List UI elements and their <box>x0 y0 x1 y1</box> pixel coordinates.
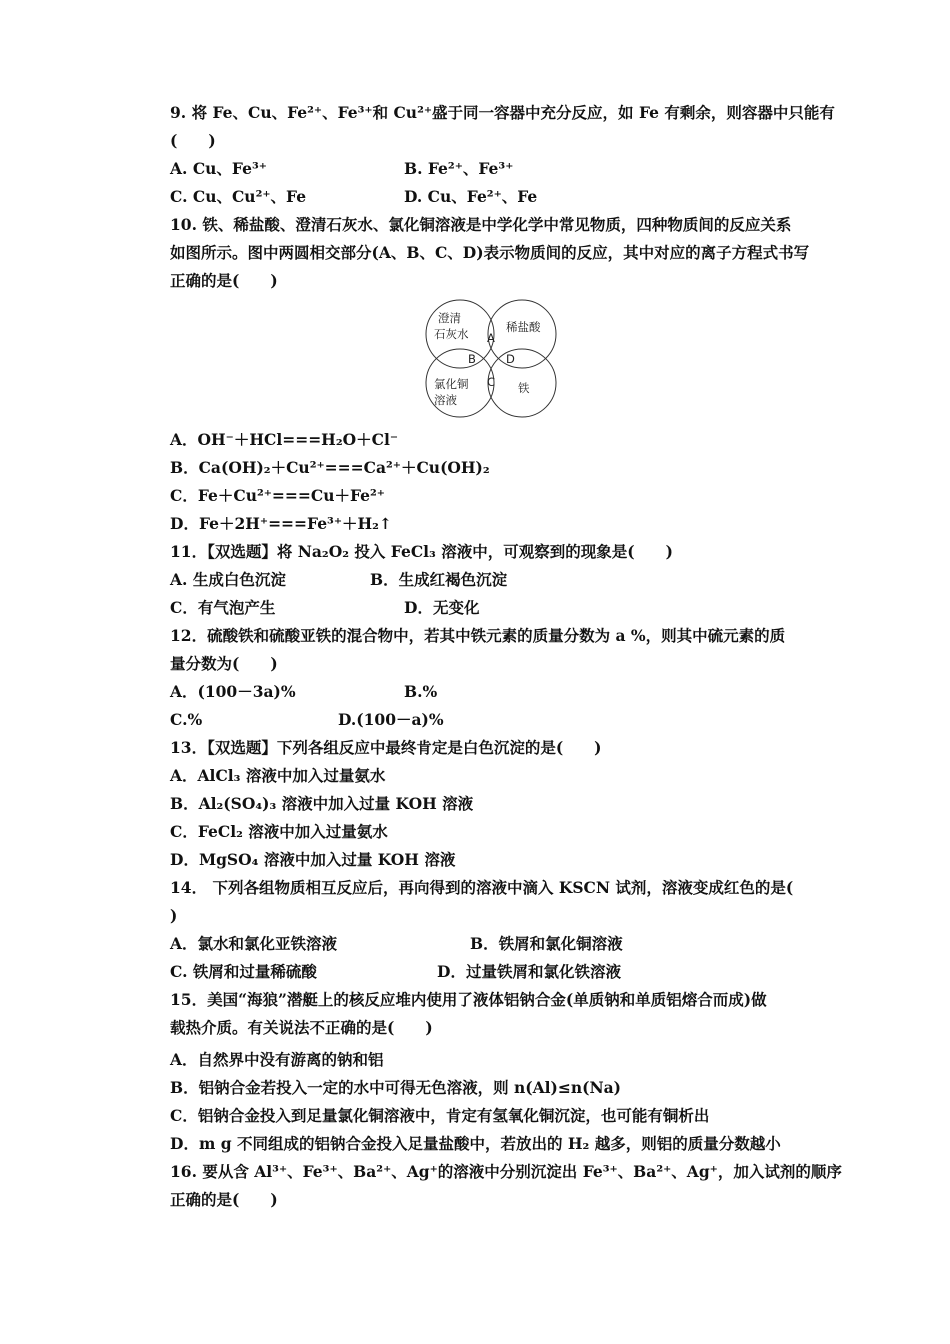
q13-option-d: D．MgSO₄ 溶液中加入过量 KOH 溶液 <box>170 850 456 869</box>
q13-option-b: B．Al₂(SO₄)₃ 溶液中加入过量 KOH 溶液 <box>170 794 474 813</box>
label-copper-chloride-2: 溶液 <box>434 393 457 407</box>
q10-stem-line3: 正确的是( ) <box>170 271 278 290</box>
label-a: A <box>487 331 495 345</box>
q15-stem-line1: 15．美国“海狼”潜艇上的核反应堆内使用了液体铝钠合金(单质钠和单质铝熔合而成)做 <box>170 990 767 1009</box>
q12-stem-line2: 量分数为( ) <box>170 654 278 673</box>
circle-hydrochloric-acid <box>488 300 556 368</box>
q15-option-a: A．自然界中没有游离的钠和铝 <box>170 1050 384 1069</box>
q10-option-d: D．Fe＋2H⁺===Fe³⁺＋H₂↑ <box>170 514 392 533</box>
q13-option-a: A．AlCl₃ 溶液中加入过量氨水 <box>170 766 386 785</box>
q14-option-b: B．铁屑和氯化铜溶液 <box>470 934 623 953</box>
label-copper-chloride-1: 氯化铜 <box>434 377 469 391</box>
q14-option-a: A．氯水和氯化亚铁溶液 <box>170 934 338 953</box>
q11-option-c: C．有气泡产生 <box>170 598 276 617</box>
label-b: B <box>468 352 476 366</box>
label-iron: 铁 <box>518 381 530 395</box>
label-limewater-2: 石灰水 <box>434 327 469 341</box>
q12-stem-line1: 12．硫酸铁和硫酸亚铁的混合物中，若其中铁元素的质量分数为 a %，则其中硫元素的质 <box>170 626 786 645</box>
q9-option-a: A. Cu、Fe³⁺ <box>170 159 267 178</box>
q10-option-c: C．Fe＋Cu²⁺===Cu＋Fe²⁺ <box>170 486 385 505</box>
q15-option-d: D．m g 不同组成的铝钠合金投入足量盐酸中，若放出的 H₂ 越多，则铝的质量分数越小 <box>170 1134 781 1153</box>
q11-option-d: D．无变化 <box>404 598 480 617</box>
q12-option-b: B.% <box>404 682 438 701</box>
q15-stem-line2: 载热介质。有关说法不正确的是( ) <box>170 1018 433 1037</box>
label-c: C <box>487 375 496 389</box>
q12-option-d: D.(100－a)% <box>338 710 444 729</box>
q16-stem-line2: 正确的是( ) <box>170 1190 278 1209</box>
q9-stem-line2: ( ) <box>170 131 216 150</box>
q15-option-b: B．铝钠合金若投入一定的水中可得无色溶液，则 n(Al)≤n(Na) <box>170 1078 621 1097</box>
q9-option-c: C. Cu、Cu²⁺、Fe <box>170 187 307 206</box>
venn-diagram <box>420 298 560 420</box>
q10-option-b: B．Ca(OH)₂＋Cu²⁺===Ca²⁺＋Cu(OH)₂ <box>170 458 490 477</box>
q14-stem-line2: ) <box>170 906 178 925</box>
q13-option-c: C．FeCl₂ 溶液中加入过量氨水 <box>170 822 388 841</box>
q16-stem-line1: 16. 要从含 Al³⁺、Fe³⁺、Ba²⁺、Ag⁺的溶液中分别沉淀出 Fe³⁺、Ba²⁺、Ag⁺，加入试剂的顺序 <box>170 1162 842 1181</box>
q11-stem: 11．【双选题】将 Na₂O₂ 投入 FeCl₃ 溶液中，可观察到的现象是( ) <box>170 542 673 561</box>
q10-stem-line2: 如图所示。图中两圆相交部分(A、B、C、D)表示物质间的反应，其中对应的离子方程式书写 <box>170 243 810 262</box>
label-d: D <box>506 352 515 366</box>
q9-option-d: D. Cu、Fe²⁺、Fe <box>404 187 538 206</box>
q14-option-d: D．过量铁屑和氯化铁溶液 <box>437 962 621 981</box>
q11-option-a: A. 生成白色沉淀 <box>170 570 286 589</box>
q9-option-b: B. Fe²⁺、Fe³⁺ <box>404 159 514 178</box>
q15-option-c: C．铝钠合金投入到足量氯化铜溶液中，肯定有氢氧化铜沉淀，也可能有铜析出 <box>170 1106 710 1125</box>
label-hydrochloric-acid: 稀盐酸 <box>506 320 541 334</box>
q12-option-a: A．(100－3a)% <box>170 682 296 701</box>
q14-stem-line1: 14． 下列各组物质相互反应后，再向得到的溶液中滴入 KSCN 试剂，溶液变成红色的是( <box>170 878 794 897</box>
q13-stem: 13．【双选题】下列各组反应中最终肯定是白色沉淀的是( ) <box>170 738 602 757</box>
q11-option-b: B．生成红褐色沉淀 <box>370 570 508 589</box>
q10-option-a: A．OH⁻＋HCl===H₂O＋Cl⁻ <box>170 430 399 449</box>
q10-stem-line1: 10. 铁、稀盐酸、澄清石灰水、氯化铜溶液是中学化学中常见物质，四种物质间的反应关系 <box>170 215 792 234</box>
q9-stem-line1: 9. 将 Fe、Cu、Fe²⁺、Fe³⁺和 Cu²⁺盛于同一容器中充分反应，如 Fe 有剩余，则容器中只能有 <box>170 103 835 122</box>
label-limewater-1: 澄清 <box>438 311 461 325</box>
q12-option-c: C.% <box>170 710 203 729</box>
q14-option-c: C. 铁屑和过量稀硫酸 <box>170 962 317 981</box>
